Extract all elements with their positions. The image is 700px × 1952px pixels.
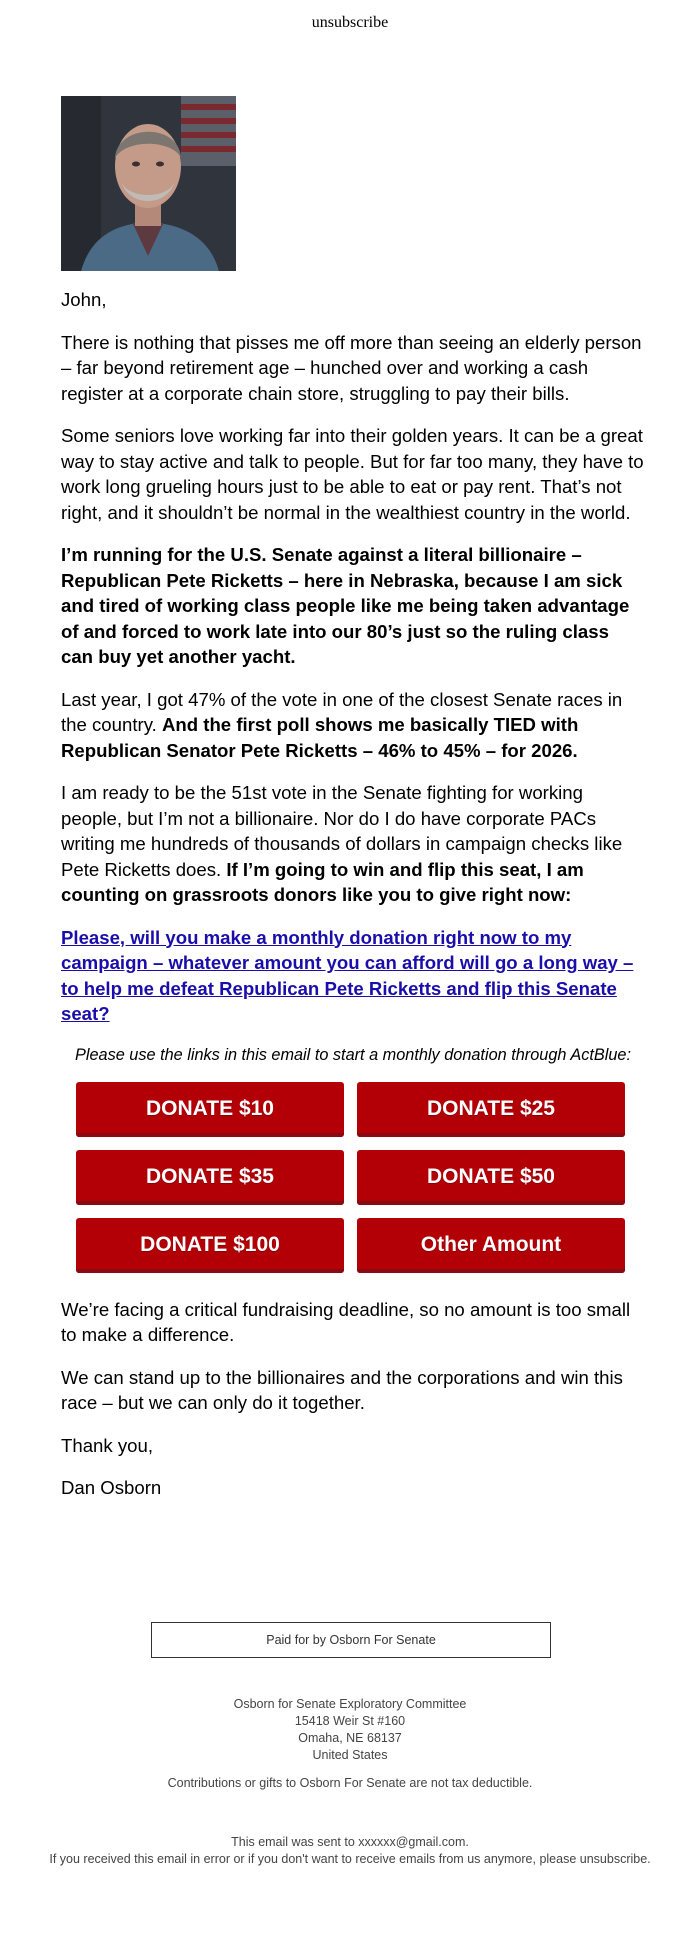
paragraph-1: There is nothing that pisses me off more than seeing an elderly person – far beyond retirement age – hunched over and working a cash register at a corporate chain store, struggling to pay their bills. [61,331,642,404]
donate-50-button[interactable]: DONATE $50 [357,1150,625,1205]
donate-button-grid [76,1082,626,1273]
signature: Dan Osborn [61,1477,162,1498]
paragraph-5-text: I am ready to be the 51st vote in the Senate fighting for working people, but I’m not a billionaire. Nor do I do have corporate PACs writing me hundreds of thousands of dollars in campaign checks like Pete Ricketts does. [61,782,623,880]
closing: Thank you, [61,1434,153,1456]
paragraph-6: We’re facing a critical fundraising deadline, so no amount is too small to make a difference. [61,1298,631,1345]
donate-25-button[interactable]: DONATE $25 [357,1082,625,1137]
error-unsubscribe-text[interactable]: If you received this email in error or if you don't want to receive emails from us anymore, please unsubscribe. [49,1852,651,1866]
paragraph-5 [61,780,645,908]
address-line: 15418 Weir St #160 [294,1714,406,1728]
paragraph-3 [61,542,645,670]
paid-for-box: Paid for by Osborn For Senate [151,1622,551,1658]
paragraph-4-text: Last year, I got 47% of the vote in one of the closest Senate races in the country. [61,688,623,735]
donate-100-button[interactable]: DONATE $100 [76,1218,344,1273]
footer-sent-info [0,1834,700,1868]
address-line: United States [312,1748,388,1762]
sent-to-text: This email was sent to xxxxxx@gmail.com. [231,1835,469,1849]
candidate-photo [61,96,236,271]
address-line: Osborn for Senate Exploratory Committee [233,1697,467,1711]
donation-ask [61,925,645,1027]
donate-35-button[interactable]: DONATE $35 [76,1150,344,1205]
address-line: Omaha, NE 68137 [298,1731,402,1745]
paragraph-7: We can stand up to the billionaires and the corporations and win this race – but we can only do it together. [61,1366,623,1413]
unsubscribe-link[interactable]: unsubscribe [311,14,389,31]
paragraph-2: Some seniors love working far into their golden years. It can be a great way to stay active and talk to people. But for far too many, they have to work long grueling hours just to be able to eat or pay rent. That’s not right, and it shouldn’t be normal in the wealthiest country in the world. [61,425,644,523]
donation-ask-link[interactable]: Please, will you make a monthly donation right now to my campaign – whatever amount you can afford will go a long way – to help me defeat Republican Pete Ricketts and flip this Senate seat? [61,926,634,1024]
email-body [61,287,645,1518]
other-amount-button[interactable]: Other Amount [357,1218,625,1273]
committee-address [0,1696,700,1764]
donate-10-button[interactable]: DONATE $10 [76,1082,344,1137]
paragraph-4 [61,687,645,764]
actblue-note: Please use the links in this email to start a monthly donation through ActBlue: [75,1045,631,1064]
paragraph-5-bold: If I’m going to win and flip this seat, I am counting on grassroots donors like you to give right now: [61,858,584,905]
greeting: John, [61,289,107,310]
paragraph-4-bold: And the first poll shows me basically TIED with Republican Senator Pete Ricketts – 46% to 45% – for 2026. [61,714,579,761]
paragraph-3-bold: I’m running for the U.S. Senate against a literal billionaire – Republican Pete Ricketts – here in Nebraska, because I am sick and tired of working class people like me being taken advantage of and forced to work late into our 80’s just so the ruling class can buy yet another yacht. [61,544,630,667]
tax-disclaimer: Contributions or gifts to Osborn For Senate are not tax deductible. [167,1776,533,1790]
